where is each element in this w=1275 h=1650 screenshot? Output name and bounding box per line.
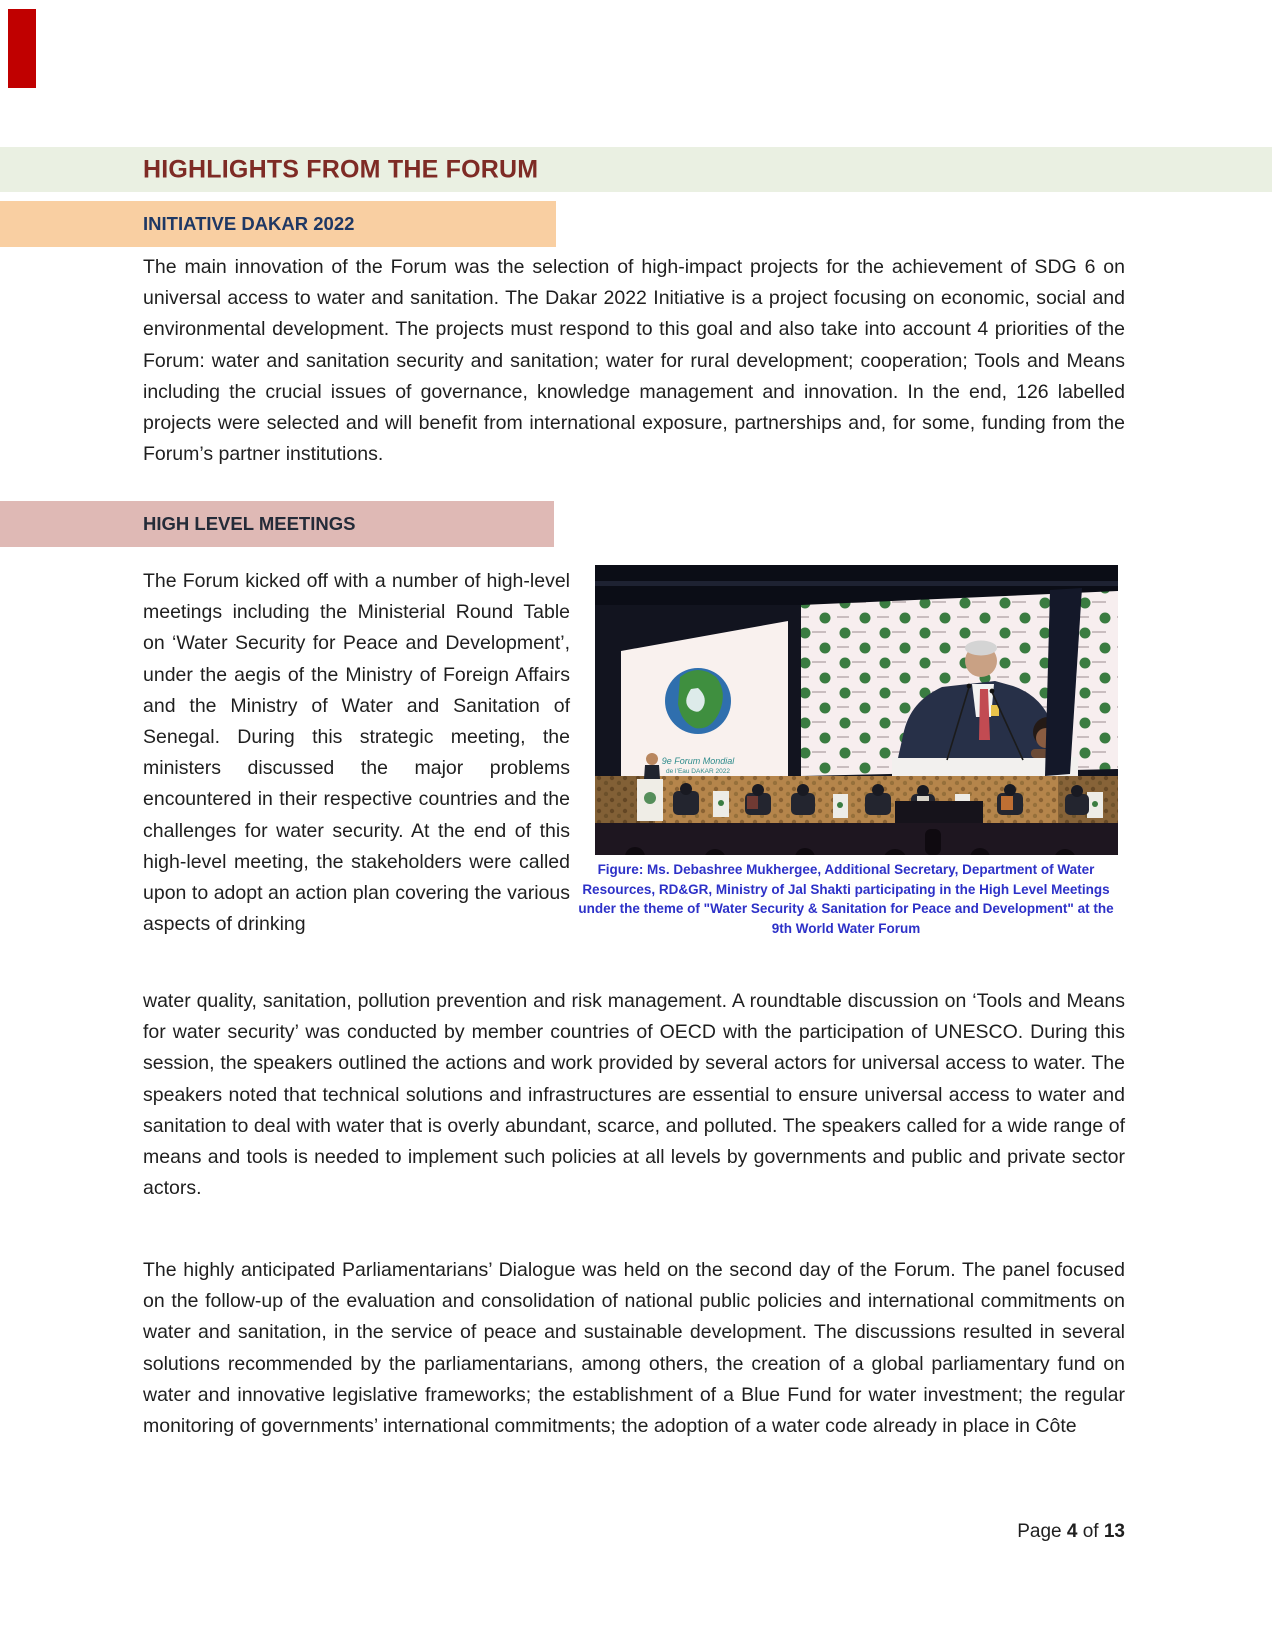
page-title: HIGHLIGHTS FROM THE FORUM [143, 155, 539, 183]
conference-photo-art [595, 565, 1118, 855]
stage-center-table [895, 801, 983, 823]
subsection-heading-initiative: INITIATIVE DAKAR 2022 [143, 213, 355, 234]
right-screen [801, 588, 1118, 777]
water-forum-globe-logo [665, 668, 731, 734]
page-number [143, 1521, 1125, 1543]
of-word: of [1077, 1521, 1104, 1542]
section-banner [0, 147, 1272, 192]
paragraph-high-level-column: The Forum kicked off with a number of high-level meetings including the Ministerial Round Table on ‘Water Security for Peace and Development’, under the aegis of the Ministry of Foreign Affairs and the Ministry of Water and Sanitation of Senegal. During this strategic meeting, the ministers discussed the major problems encountered in their respective countries and the challenges for water security. At the end of this high-level meeting, the stakeholders were called upon to adopt an action plan covering the various aspects of drinking [143, 570, 570, 936]
subsection-heading-high-level: HIGH LEVEL MEETINGS [143, 513, 356, 534]
conference-photo [595, 565, 1118, 855]
page-number-current: 4 [1066, 1521, 1078, 1542]
page-word: Page [1017, 1521, 1067, 1542]
screen-text-line1: 9e Forum Mondial [661, 756, 735, 766]
paragraph-oecd: water quality, sanitation, pollution prevention and risk management. A roundtable discussion on ‘Tools and Means for water security’ was conducted by member countries of OECD with the participation of UNESCO. During this session, the speakers outlined the actions and work provided by several actors for universal access to water. The speakers noted that technical solutions and infrastructures are essential to ensure universal access to water and sanitation to deal with water that is overly abundant, scarce, and polluted. The speakers called for a wide range of means and tools is needed to implement such policies at all levels by governments and public and private sector actors. [143, 990, 1125, 1200]
subsection-strip-high-level [0, 501, 554, 547]
page-number-total: 13 [1103, 1521, 1125, 1542]
audience-band [595, 823, 1118, 855]
paragraph-parliamentarians: The highly anticipated Parliamentarians’ Dialogue was held on the second day of the Forum. The panel focused on the follow-up of the evaluation and consolidation of national public policies and international commitments on water and sanitation, in the service of peace and sustainable development. The discussions resulted in several solutions recommended by the parliamentarians, among others, the creation of a global parliamentary fund on water and innovative legislative frameworks; the establishment of a Blue Fund for water investment; the regular monitoring of governments’ international commitments; the adoption of a water code already in place in Côte [143, 1259, 1125, 1438]
screen-text-line2: de l’Eau DAKAR 2022 [666, 768, 730, 775]
figure-caption: Figure: Ms. Debashree Mukhergee, Additional Secretary, Department of Water Resources, RD&GR, Ministry of Jal Shakti participating in the High Level Meetings under the theme of "Water Security & Sanitation for Peace and Development" at the 9th World Water Forum [578, 862, 1114, 936]
red-corner-marker [8, 9, 36, 88]
paragraph-initiative: The main innovation of the Forum was the selection of high-impact projects for the achievement of SDG 6 on universal access to water and sanitation. The Dakar 2022 Initiative is a project focusing on economic, social and environmental development. The projects must respond to this goal and also take into account 4 priorities of the Forum: water and sanitation security and sanitation; water for rural development; cooperation; Tools and Means including the crucial issues of governance, knowledge management and innovation. In the end, 126 labelled projects were selected and will benefit from international exposure, partnerships and, for some, funding from the Forum’s partner institutions. [143, 256, 1125, 466]
subsection-strip-initiative [0, 201, 556, 247]
